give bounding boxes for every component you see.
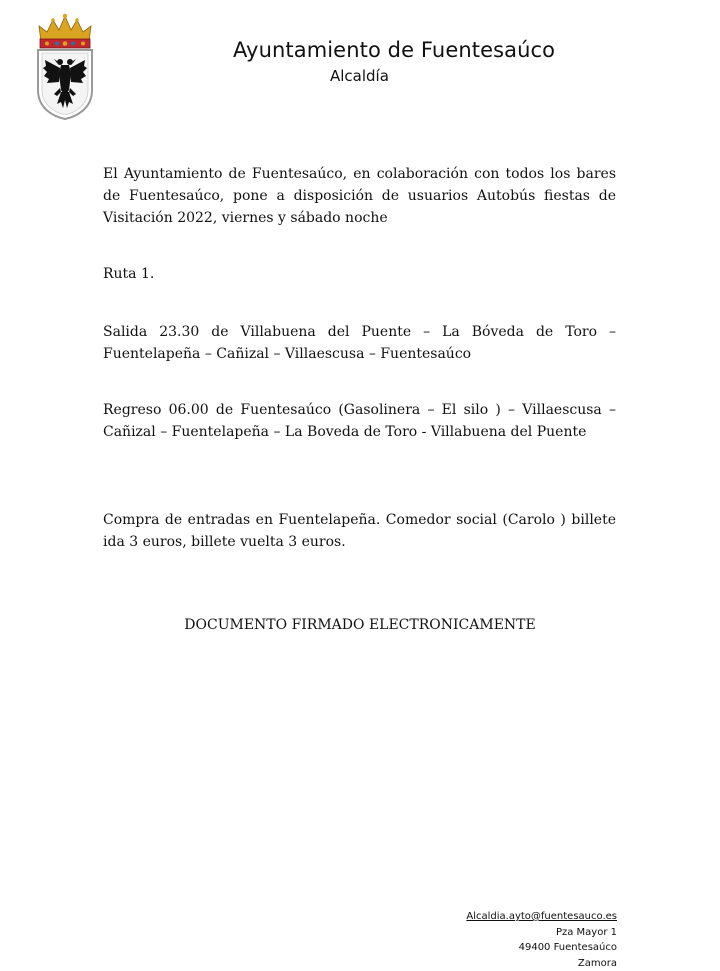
province: Zamora [466, 956, 617, 971]
crown-icon [39, 14, 91, 48]
tickets-paragraph: Compra de entradas en Fuentelapeña. Comedor social (Carolo ) billete ida 3 euros, billete vuelta 3 euros. [103, 509, 616, 553]
email-link[interactable]: Alcaldia.ayto@fuentesauco.es [466, 911, 617, 922]
street-address: Pza Mayor 1 [466, 925, 617, 941]
route-heading: Ruta 1. [103, 263, 616, 285]
signature-notice: DOCUMENTO FIRMADO ELECTRONICAMENTE [0, 617, 720, 633]
return-paragraph: Regreso 06.00 de Fuentesaúco (Gasolinera – El silo ) – Villaescusa – Cañizal – Fuentelapeña – La Boveda de Toro - Villabuena del Puente [103, 399, 616, 443]
intro-paragraph: El Ayuntamiento de Fuentesaúco, en colaboración con todos los bares de Fuentesaúco, pone a disposición de usuarios Autobús fiestas de Visitación 2022, viernes y sábado noche [103, 163, 616, 229]
departure-paragraph: Salida 23.30 de Villabuena del Puente – La Bóveda de Toro – Fuentelapeña – Cañizal – Villaescusa – Fuentesaúco [103, 321, 616, 365]
footer-address [466, 909, 617, 971]
municipality-title: Ayuntamiento de Fuentesaúco [233, 38, 555, 62]
coat-of-arms-icon [33, 12, 97, 120]
postal-city: 49400 Fuentesaúco [466, 940, 617, 956]
office-subtitle: Alcaldía [330, 67, 389, 85]
